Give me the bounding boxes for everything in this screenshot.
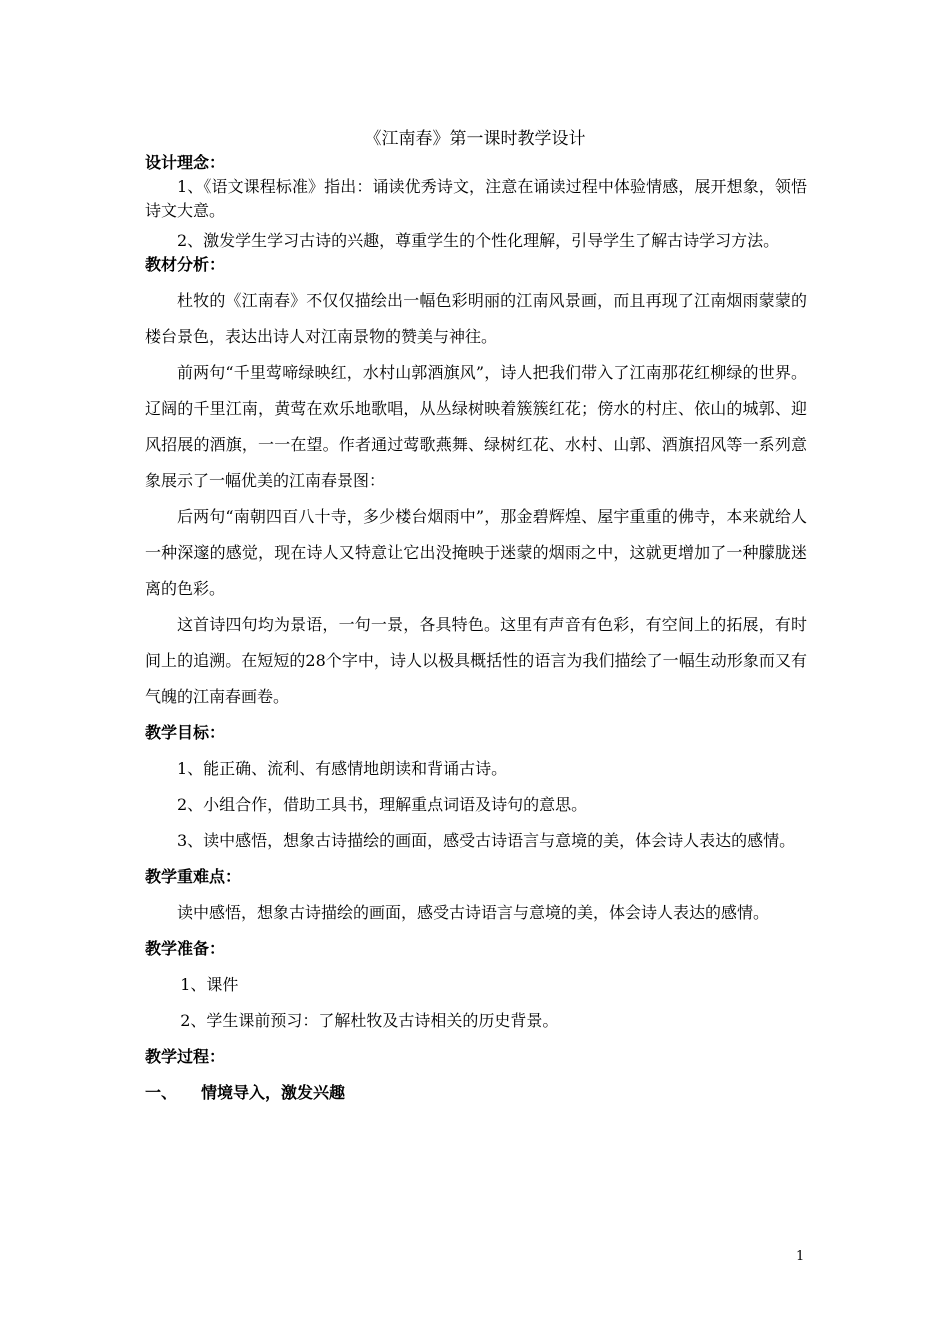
document-title: 《江南春》第一课时教学设计 <box>364 129 586 149</box>
heading-key-points: 教学重难点： <box>145 867 242 886</box>
heading-process: 教学过程： <box>145 1047 226 1066</box>
heading-design-concept: 设计理念： <box>145 153 226 172</box>
material-analysis-paragraph-1: 杜牧的《江南春》不仅仅描绘出一幅色彩明丽的江南风景画，而且再现了江南烟雨蒙蒙的楼台景色，表达出诗人对江南景物的赞美与神往。 <box>145 291 807 346</box>
heading-material-analysis: 教材分析： <box>145 255 226 274</box>
process-step-1 <box>145 1075 807 1111</box>
heading-goals: 教学目标： <box>145 723 226 742</box>
goal-item-1: 1、能正确、流利、有感情地朗读和背诵古诗。 <box>177 759 508 778</box>
material-analysis-paragraph-3: 后两句“南朝四百八十寺，多少楼台烟雨中”，那金碧辉煌、屋宇重重的佛寺，本来就给人一种深邃的感觉，现在诗人又特意让它出没掩映于迷蒙的烟雨之中，这就更增加了一种朦胧迷离的色彩。 <box>145 507 807 598</box>
design-concept-paragraph-1: 1、《语文课程标准》指出：诵读优秀诗文，注意在诵读过程中体验情感，展开想象，领悟诗文大意。 <box>145 177 807 220</box>
heading-preparation: 教学准备： <box>145 939 226 958</box>
key-points-paragraph: 读中感悟，想象古诗描绘的画面，感受古诗语言与意境的美，体会诗人表达的感情。 <box>177 903 770 922</box>
preparation-item-2: 2、学生课前预习：了解杜牧及古诗相关的历史背景。 <box>180 1011 559 1030</box>
material-analysis-paragraph-2: 前两句“千里莺啼绿映红，水村山郭酒旗风”，诗人把我们带入了江南那花红柳绿的世界。辽阔的千里江南，黄莺在欢乐地歌唱，从丛绿树映着簇簇红花；傍水的村庄、依山的城郭、迎风招展的酒旗，一一在望。作者通过莺歌燕舞、绿树红花、水村、山郭、酒旗招风等一系列意象展示了一幅优美的江南春景图： <box>145 363 807 490</box>
design-concept-paragraph-2: 2、激发学生学习古诗的兴趣，尊重学生的个性化理解，引导学生了解古诗学习方法。 <box>177 231 780 250</box>
page-number: 1 <box>796 1249 805 1264</box>
process-step-1-text: 情境导入，激发兴趣 <box>201 1083 346 1102</box>
material-analysis-paragraph-4: 这首诗四句均为景语，一句一景，各具特色。这里有声音有色彩，有空间上的拓展，有时间上的追溯。在短短的28个字中，诗人以极具概括性的语言为我们描绘了一幅生动形象而又有气魄的江南春画卷。 <box>145 615 807 706</box>
preparation-item-1: 1、课件 <box>180 975 239 994</box>
goal-item-3: 3、读中感悟，想象古诗描绘的画面，感受古诗语言与意境的美，体会诗人表达的感情。 <box>177 831 796 850</box>
document-body <box>145 151 807 1111</box>
process-step-1-number: 一、 <box>145 1083 178 1102</box>
goal-item-2: 2、小组合作，借助工具书，理解重点词语及诗句的意思。 <box>177 795 588 814</box>
